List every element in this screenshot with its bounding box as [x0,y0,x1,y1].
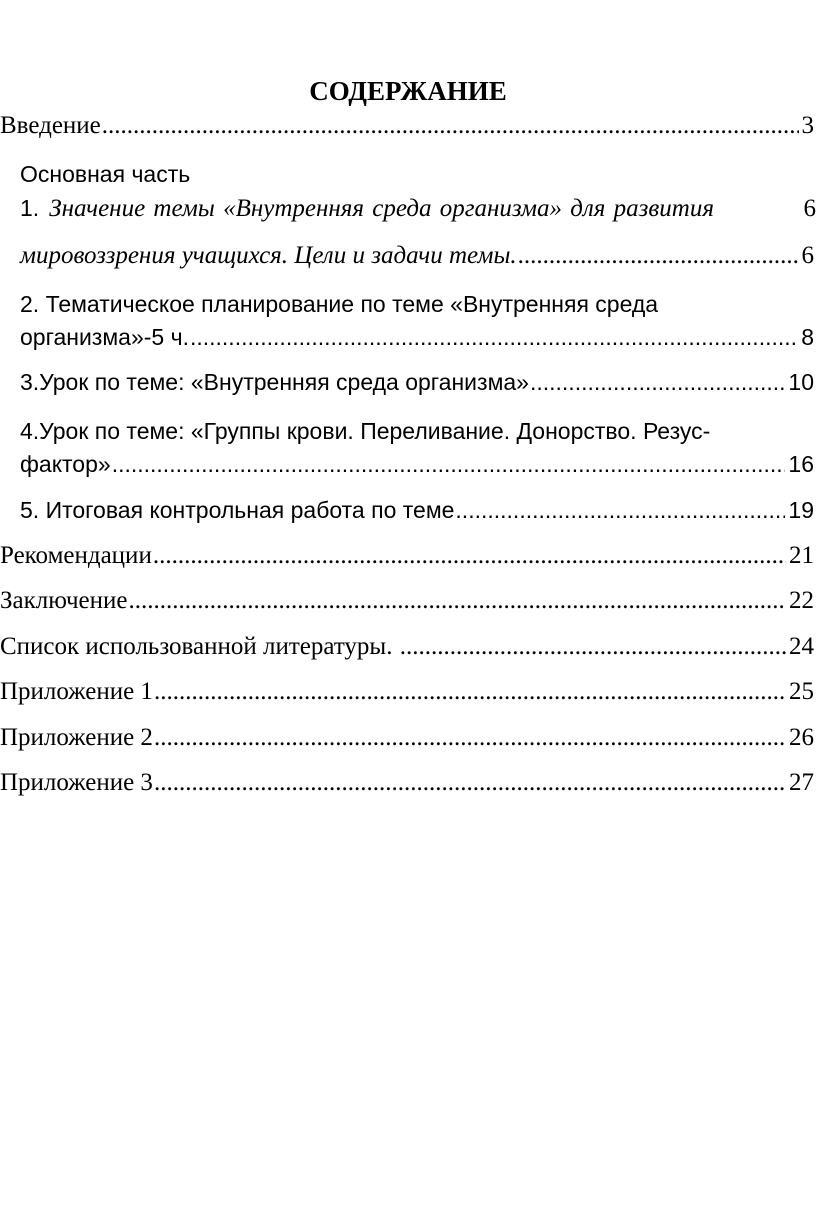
toc-entry-page: 24 [789,633,814,660]
toc-entry-item2-line2 [20,324,814,358]
toc-entry-label: 5. Итоговая контрольная работа по теме [20,497,455,523]
toc-entry-page: 3 [801,112,814,139]
dot-leader [111,451,786,478]
dot-leader [517,242,799,270]
dot-leader [454,497,785,524]
toc-entry-number: 1. [20,195,40,221]
toc-entry-label: Рекомендации [0,542,152,569]
dot-leader [153,724,786,752]
dot-leader [529,369,785,396]
toc-entry-item2-line1: 2. Тематическое планирование по теме «Внутренняя среда [20,291,659,317]
toc-entry-item1-line2 [20,242,814,276]
toc-entry-label: Заключение [0,587,128,614]
toc-entry-page: 27 [789,769,814,796]
dot-leader [153,678,786,706]
dot-leader [128,587,787,615]
dot-leader [399,633,786,661]
toc-entry-item1-line1 [20,195,816,229]
toc-entry-item5 [20,497,814,531]
toc-entry-appendix-2 [0,724,814,758]
toc-entry-page: 8 [801,324,814,350]
toc-entry-label: 3.Урок по теме: «Внутренняя среда организма» [20,369,529,395]
toc-entry-page: 6 [801,242,814,269]
toc-section-main-part: Основная часть [20,161,191,187]
toc-entry-label: Значение темы «Внутренняя среда организма» для развития [49,195,714,222]
page-title: СОДЕРЖАНИЕ [309,76,507,106]
toc-entry-label: Приложение 1 [0,678,153,705]
toc-entry-label: организма»-5 ч. [20,324,189,350]
toc-entry-label: мировоззрения учащихся. Цели и задачи темы. [20,242,517,269]
dot-leader [189,324,798,351]
toc-entry-page: 16 [788,451,814,477]
toc-entry-page: 22 [789,587,814,614]
toc-entry-intro [0,112,814,146]
toc-entry-label: Введение [0,112,101,139]
toc-entry-page: 25 [789,678,814,705]
toc-entry-label: Список использованной литературы. [0,633,399,660]
toc-entry-appendix-1 [0,678,814,712]
toc-entry-page: 21 [789,542,814,569]
toc-entry-label: фактор» [20,451,111,477]
toc-entry-bibliography [0,633,814,667]
toc-entry-item4-line2 [20,451,814,485]
toc-entry-item3 [20,369,814,403]
toc-entry-appendix-3 [0,769,814,803]
toc-entry-page: 6 [803,195,816,222]
toc-entry-recommendations [0,542,814,576]
toc-entry-page: 26 [789,724,814,751]
toc-entry-conclusion [0,587,814,621]
toc-entry-label: Приложение 2 [0,724,153,751]
toc-entry-page: 10 [788,369,814,395]
dot-leader [101,112,799,140]
toc-entry-item4-line1: 4.Урок по теме: «Группы крови. Переливание. Донорство. Резус- [20,418,711,444]
toc-entry-page: 19 [788,497,814,523]
toc-entry-label: Приложение 3 [0,769,153,796]
dot-leader [153,769,786,797]
dot-leader [152,542,786,570]
